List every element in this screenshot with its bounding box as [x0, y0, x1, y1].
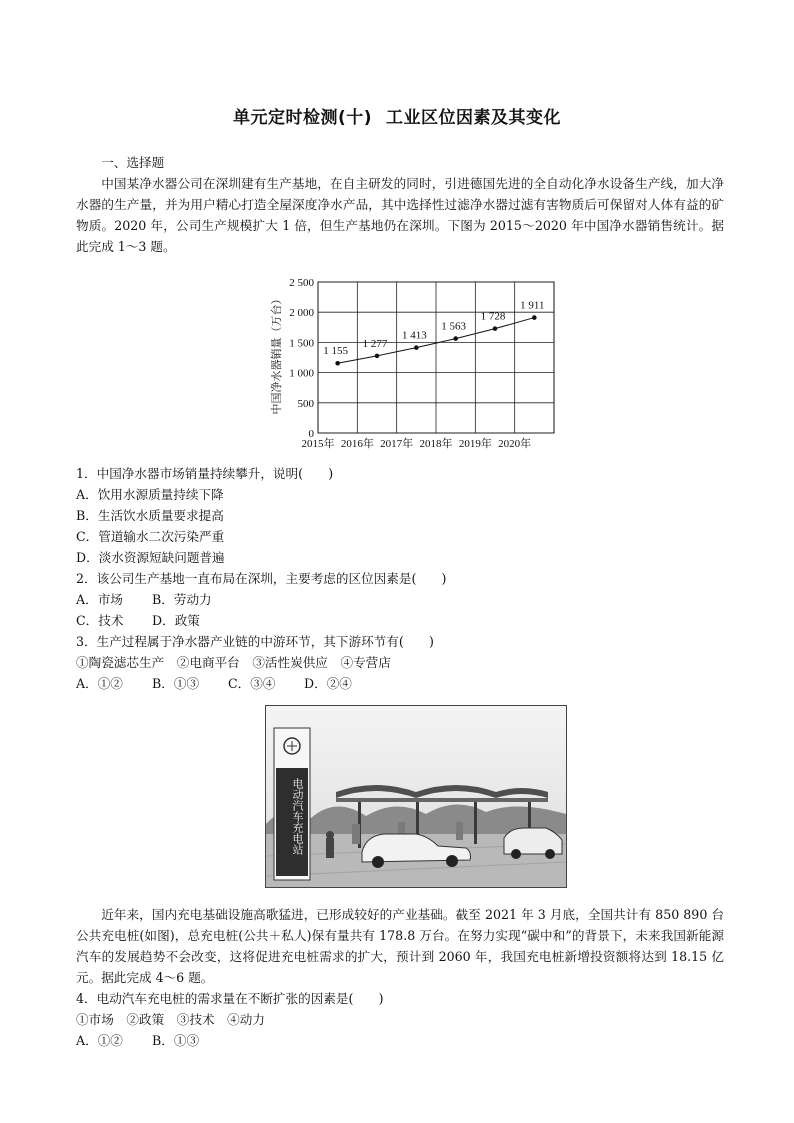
x-tick-label: 2018年	[419, 438, 453, 450]
q2-option-a[interactable]: A．市场	[76, 592, 123, 607]
passage-2: 近年来，国内充电基础设施高歌猛进，已形成较好的产业基础。截至 2021 年 3 月底，全国共计有 850 890 台公共充电桩(如图)，总充电桩(公共＋私人)保有量共有 178.8 万台。在努力实现“碳中和”的背景下，未来我国新能源汽车的发展趋势不会改变，这将促进充电桩需求的扩大，预计到 2060 年，我国充电桩新增投资额将达到 18.15 亿元。据此完成 4～6 题。	[76, 907, 724, 985]
data-point	[414, 345, 419, 350]
data-point	[453, 336, 458, 341]
q4-stem: 4．电动汽车充电桩的需求量在不断扩张的因素是( )	[76, 991, 384, 1006]
y-tick-label: 2 000	[289, 307, 314, 320]
q3-option-b[interactable]: B．①③	[152, 676, 200, 691]
x-tick-label: 2017年	[380, 438, 414, 450]
q4-items: ①市场 ②政策 ③技术 ④动力	[76, 1012, 265, 1027]
data-point	[375, 354, 380, 359]
q2-option-c[interactable]: C．技术	[76, 613, 124, 628]
q1-option-d[interactable]: D．淡水资源短缺问题普遍	[76, 550, 225, 565]
q1-option-b[interactable]: B．生活饮水质量要求提高	[76, 508, 224, 523]
q1-option-a[interactable]: A．饮用水源质量持续下降	[76, 487, 224, 502]
charging-station-photo	[265, 705, 567, 888]
q3-option-c[interactable]: C．③④	[228, 676, 276, 691]
y-axis-ticks	[289, 277, 314, 440]
x-tick-label: 2015年	[301, 438, 335, 450]
page-title	[0, 103, 794, 128]
title-topic: 工业区位因素及其变化	[386, 108, 562, 128]
y-tick-label: 500	[297, 397, 314, 410]
q1-option-c[interactable]: C．管道输水二次污染严重	[76, 529, 225, 544]
q3-option-a[interactable]: A．①②	[76, 676, 123, 691]
data-label: 1 911	[520, 299, 545, 312]
q4-option-a[interactable]: A．①②	[76, 1033, 123, 1048]
q3-options	[76, 673, 724, 694]
data-label: 1 155	[323, 345, 349, 358]
q3-option-d[interactable]: D．②④	[304, 676, 352, 691]
q3-stem: 3．生产过程属于净水器产业链的中游环节，其下游环节有( )	[76, 634, 434, 649]
x-axis-ticks	[302, 436, 532, 450]
y-tick-label: 0	[308, 428, 314, 440]
sales-line-chart	[262, 276, 572, 456]
q2-options-row-2	[76, 610, 724, 631]
title-unit: 单元定时检测(十)	[232, 108, 373, 128]
x-tick-label: 2019年	[458, 438, 492, 450]
charging-station-illustration	[266, 706, 566, 887]
data-point	[532, 315, 537, 320]
data-label: 1 728	[480, 310, 506, 323]
data-point	[493, 326, 498, 331]
q2-option-d[interactable]: D．政策	[152, 613, 200, 628]
data-label: 1 563	[441, 320, 467, 333]
section-1	[76, 152, 724, 257]
q4-options	[76, 1030, 724, 1051]
data-labels	[323, 300, 544, 358]
x-tick-label: 2016年	[340, 438, 374, 450]
x-tick-label: 2020年	[498, 438, 532, 450]
q4-option-b[interactable]: B．①③	[152, 1033, 200, 1048]
questions-1-3	[76, 463, 724, 694]
q2-options-row-1	[76, 589, 724, 610]
section-heading: 一、选择题	[101, 155, 165, 170]
q2-stem: 2．该公司生产基地一直布局在深圳，主要考虑的区位因素是( )	[76, 571, 447, 586]
data-label: 1 413	[401, 329, 427, 342]
passage-1: 中国某净水器公司在深圳建有生产基地，在自主研发的同时，引进德国先进的全自动化净水设备生产线，加大净水器的生产量，并为用户精心打造全屋深度净水产品，其中选择性过滤净水器过滤有害物质后可保留对人体有益的矿物质。2020 年，公司生产规模扩大 1 倍，但生产基地仍在深圳。下图为 2015～2020 年中国净水器销售统计。据此完成 1～3 题。	[76, 176, 724, 254]
q1-stem: 1．中国净水器市场销量持续攀升，说明( )	[76, 466, 334, 481]
charging-station-sign-text: 电动汽车充电站	[291, 778, 304, 855]
y-tick-label: 1 500	[289, 337, 314, 350]
y-tick-label: 2 500	[289, 277, 314, 289]
section-2	[76, 904, 724, 1051]
y-axis-label: 中国净水器销量（万台）	[270, 293, 283, 415]
data-label: 1 277	[362, 337, 388, 350]
data-point	[335, 361, 340, 366]
q3-items: ①陶瓷滤芯生产 ②电商平台 ③活性炭供应 ④专营店	[76, 655, 391, 670]
q2-option-b[interactable]: B．劳动力	[152, 592, 212, 607]
y-tick-label: 1 000	[289, 367, 314, 380]
chart-grid	[318, 282, 554, 433]
